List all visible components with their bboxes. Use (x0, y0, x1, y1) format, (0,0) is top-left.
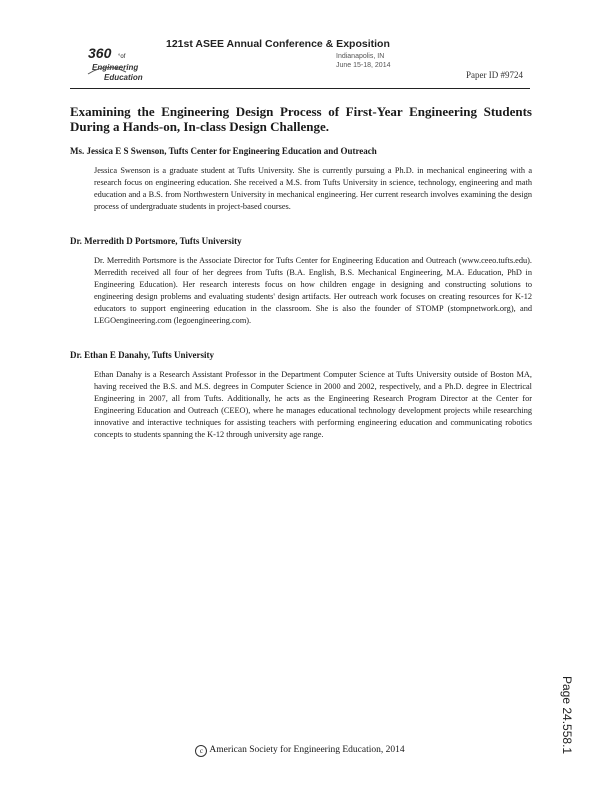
conference-city: Indianapolis, IN (336, 53, 385, 60)
copyright-text: American Society for Engineering Education, 2014 (209, 745, 405, 755)
author-name: Ms. Jessica E S Swenson, Tufts Center for Engineering Education and Outreach (70, 146, 377, 156)
conference-header (86, 38, 526, 86)
header-divider (70, 88, 530, 89)
author-name: Dr. Merredith D Portsmore, Tufts University (70, 236, 242, 246)
paper-id: Paper ID #9724 (466, 70, 523, 80)
copyright-footer (0, 745, 600, 757)
svg-text:Education: Education (104, 73, 143, 82)
conference-title: 121st ASEE Annual Conference & Exposition (166, 38, 390, 50)
paper-title: Examining the Engineering Design Process of First-Year Engineering Students During a Hands-on, In-class Design Challenge. (70, 104, 532, 134)
svg-text:360: 360 (88, 45, 112, 61)
conference-dates: June 15-18, 2014 (336, 62, 391, 69)
asee-360-logo (86, 44, 162, 84)
author-bio: Jessica Swenson is a graduate student at Tufts University. She is currently pursuing a Ph.D. in mechanical engineering with a research focus on engineering education. She received a M.S. from Tufts University in science, technology, engineering and math education and a B.S. from Northwestern University in mechanical engineering. Her current research involves examining the design process of undergraduate students in project-based courses. (94, 166, 532, 211)
svg-text:°of: °of (118, 54, 126, 60)
author-name: Dr. Ethan E Danahy, Tufts University (70, 350, 214, 360)
page-number: Page 24.558.1 (560, 676, 574, 755)
copyright-icon: c (195, 745, 207, 757)
svg-text:Engineering: Engineering (92, 63, 139, 72)
conference-location (336, 52, 391, 70)
author-bio: Ethan Danahy is a Research Assistant Professor in the Department Computer Science at Tufts University outside of Boston MA, having received the B.S. and M.S. degrees in Computer Science in 2000 and 2002, respectively, and a Ph.D. degree in Electrical Engineering in 2007, all from Tufts. Additionally, he acts as the Engineering Research Program Director at the Center for Engineering Education and Outreach (CEEO), where he manages educational technology development projects while researching innovative and interactive techniques for assisting teachers with performing engineering education and communicating robotics concepts to students spanning the K-12 through university age range. (94, 370, 532, 439)
author-bio: Dr. Merredith Portsmore is the Associate Director for Tufts Center for Engineering Education and Outreach (www.ceeo.tufts.edu). Merredith received all four of her degrees from Tufts (B.A. English, B.S. Mechanical Engineering, M.A. Education, PhD in Engineering Education). Her research interests focus on how children engage in designing and constructing solutions to engineering design problems and evaluating students' design artifacts. Her outreach work focuses on creating resources for K-12 educators to support engineering education in the classroom. She is also the founder of STOMP (stompnetwork.org), and LEGOengineering.com (legoengineering.com). (94, 256, 532, 325)
